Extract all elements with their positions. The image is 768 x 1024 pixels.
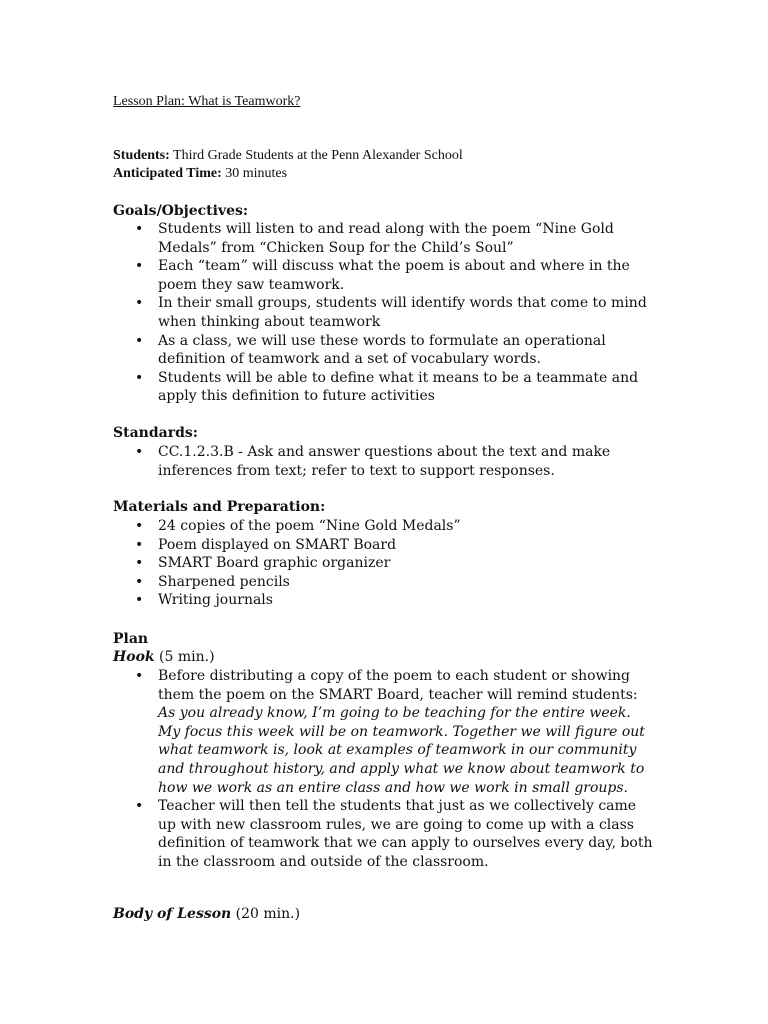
list-item: • Each “team” will discuss what the poem is about and where in the poem they saw teamwork. bbox=[113, 257, 653, 294]
list-item: • Students will be able to define what it means to be a teammate and apply this definition to future activities bbox=[113, 369, 653, 406]
list-item: • In their small groups, students will identify words that come to mind when thinking about teamwork bbox=[113, 294, 653, 331]
hook-time: (5 min.) bbox=[154, 649, 215, 665]
title-main: What is Teamwork? bbox=[188, 94, 301, 109]
body-heading bbox=[113, 905, 300, 924]
standards-heading: Standards: bbox=[113, 425, 198, 441]
students-label: Students: bbox=[113, 148, 170, 163]
list-item: • SMART Board graphic organizer bbox=[113, 554, 653, 573]
goals-heading: Goals/Objectives: bbox=[113, 203, 249, 219]
title-prefix: Lesson Plan: bbox=[113, 94, 189, 109]
time-label: Anticipated Time: bbox=[113, 166, 222, 181]
list-item: • Teacher will then tell the students that just as we collectively came up with new classroom rules, we are going to come up with a class definition of teamwork that we can apply to ourselves every day, both in the classroom and outside of the classroom. bbox=[113, 797, 653, 871]
list-item: • 24 copies of the poem “Nine Gold Medals” bbox=[113, 517, 653, 536]
materials-heading: Materials and Preparation: bbox=[113, 499, 326, 515]
hook-list bbox=[113, 667, 653, 872]
time-value: 30 minutes bbox=[221, 166, 288, 181]
body-label: Body of Lesson bbox=[113, 906, 232, 922]
hook-item1-italic: As you already know, I’m going to be teaching for the entire week. My focus this week will be on teamwork. Together we will figure out what teamwork is, look at examples of teamwork in our community and throughout history, and apply what we know about teamwork to how we work as an entire class and how we work in small groups. bbox=[158, 705, 645, 796]
goals-list bbox=[113, 220, 653, 406]
students-value: Third Grade Students at the Penn Alexander School bbox=[169, 148, 463, 163]
list-item: • As a class, we will use these words to formulate an operational definition of teamwork and a set of vocabulary words. bbox=[113, 332, 653, 369]
hook-heading bbox=[113, 648, 215, 667]
body-time: (20 min.) bbox=[231, 906, 301, 922]
materials-list bbox=[113, 517, 653, 610]
plan-heading: Plan bbox=[113, 631, 149, 647]
list-item: • CC.1.2.3.B - Ask and answer questions about the text and make inferences from text; refer to text to support responses. bbox=[113, 443, 653, 480]
list-item: • Poem displayed on SMART Board bbox=[113, 536, 653, 555]
list-item bbox=[113, 667, 653, 797]
list-item: • Writing journals bbox=[113, 591, 653, 610]
time-line bbox=[113, 165, 287, 184]
hook-label: Hook bbox=[113, 649, 155, 665]
standards-list bbox=[113, 443, 653, 480]
page-title bbox=[113, 93, 300, 112]
hook-item1-plain: Before distributing a copy of the poem to each student or showing them the poem on the SMART Board, teacher will remind students: bbox=[158, 668, 638, 703]
students-line bbox=[113, 147, 463, 166]
list-item: • Students will listen to and read along with the poem “Nine Gold Medals” from “Chicken Soup for the Child’s Soul” bbox=[113, 220, 653, 257]
list-item: • Sharpened pencils bbox=[113, 573, 653, 592]
